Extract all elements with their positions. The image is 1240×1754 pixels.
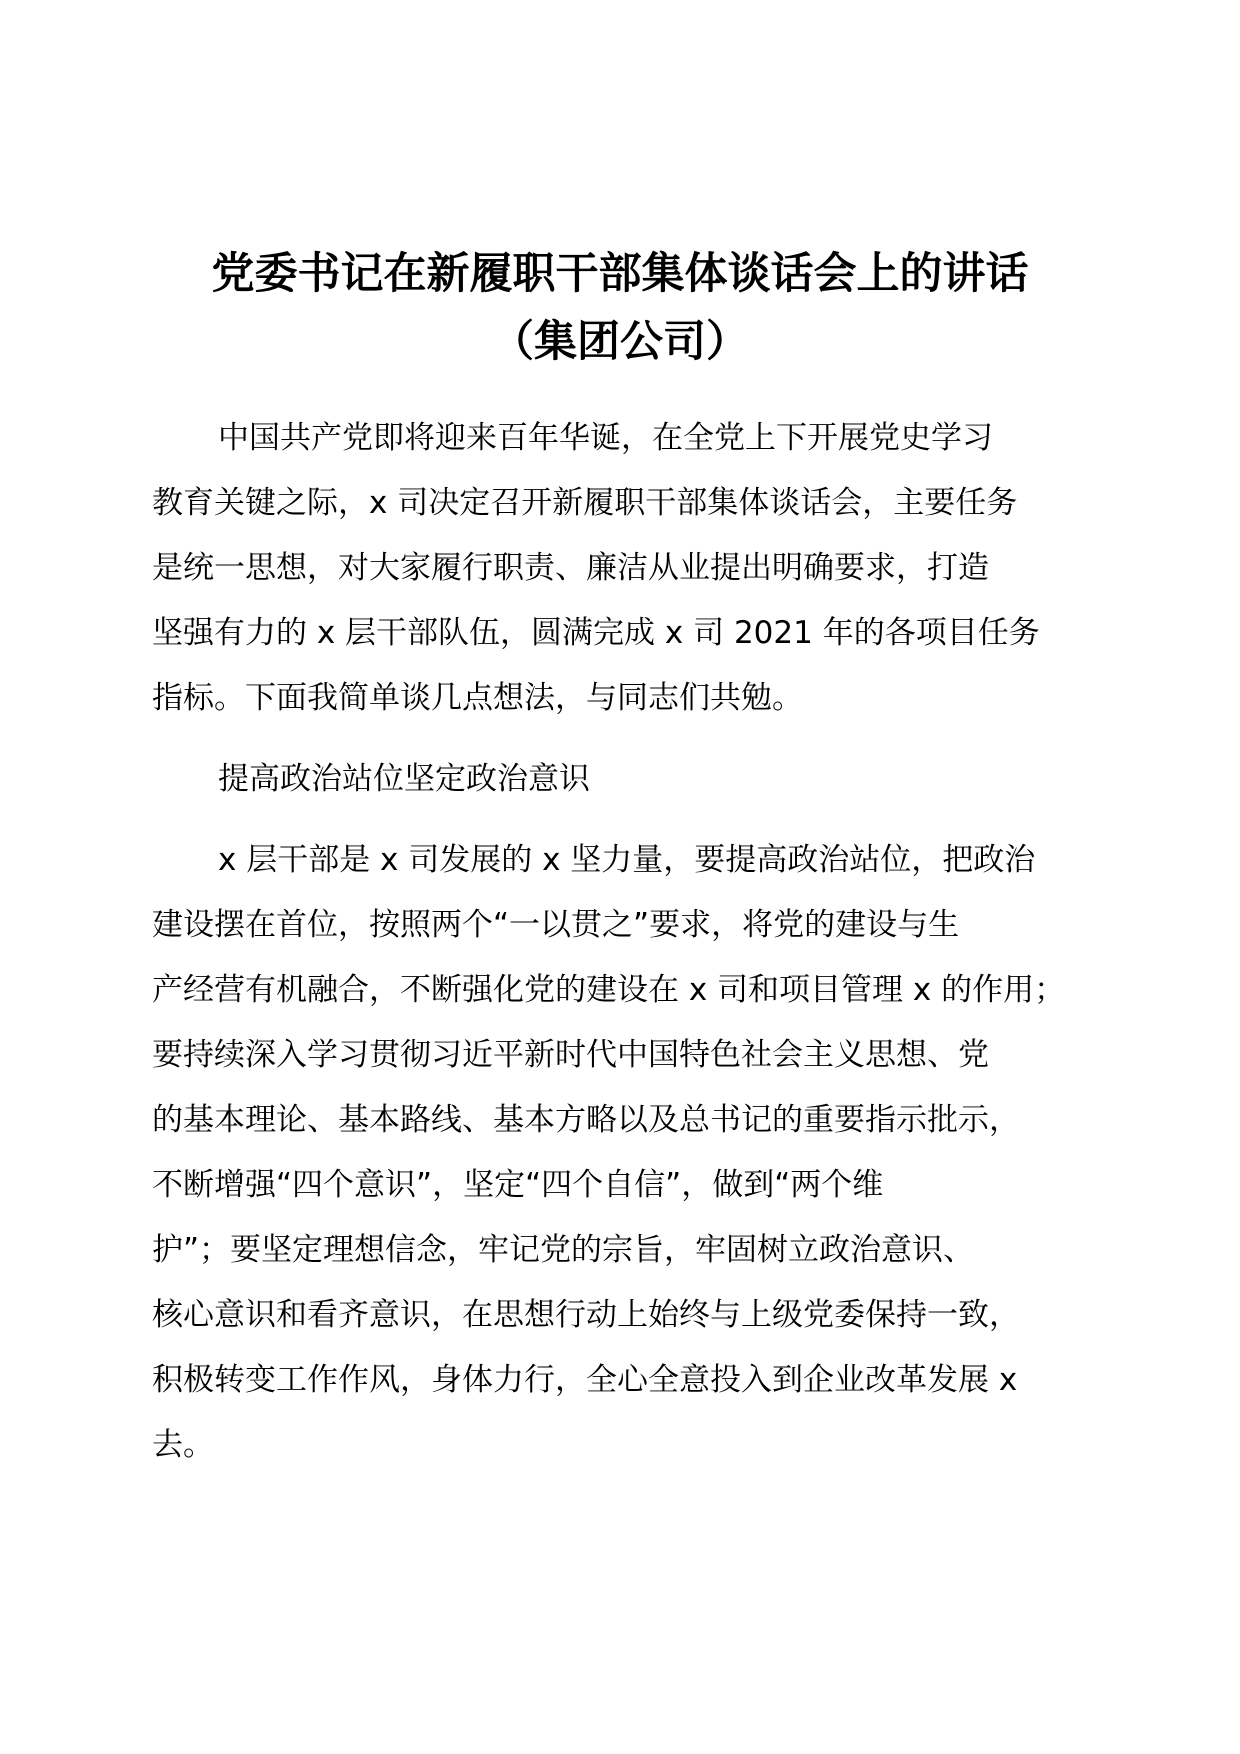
paragraph-political [152, 828, 1122, 1478]
document-body [152, 406, 1122, 1478]
text-line: 不断增强“四个意识”，坚定“四个自信”，做到“两个维 [152, 1167, 884, 1203]
paragraph-gap [152, 812, 1122, 828]
title-line-1: 党委书记在新履职干部集体谈话会上的讲话 [211, 249, 1029, 299]
text-line: 护”；要坚定理想信念，牢记党的宗旨，牢固树立政治意识、 [152, 1232, 975, 1268]
text-line: 去。 [152, 1427, 214, 1463]
text-line: 建设摆在首位，按照两个“一以贯之”要求，将党的建设与生 [152, 907, 960, 943]
document-title [150, 240, 1090, 376]
paragraph-gap [152, 731, 1122, 747]
text-line: 产经营有机融合，不断强化党的建设在 x 司和项目管理 x 的作用； [152, 972, 1066, 1008]
text-line: 的基本理论、基本路线、基本方略以及总书记的重要指示批示， [152, 1102, 1020, 1138]
section-heading-text: 提高政治站位坚定政治意识 [218, 761, 590, 797]
text-line: 是统一思想，对大家履行职责、廉洁从业提出明确要求，打造 [152, 550, 989, 586]
text-line: 积极转变工作作风，身体力行，全心全意投入到企业改革发展 x [152, 1362, 1018, 1398]
title-line-2: （集团公司） [491, 317, 749, 367]
text-line: 教育关键之际，x 司决定召开新履职干部集体谈话会，主要任务 [152, 485, 1018, 521]
section-heading [152, 747, 1122, 812]
text-line: x 层干部是 x 司发展的 x 坚力量，要提高政治站位，把政治 [218, 842, 1036, 878]
text-line: 坚强有力的 x 层干部队伍，圆满完成 x 司 2021 年的各项目任务 [152, 615, 1040, 651]
text-line: 核心意识和看齐意识，在思想行动上始终与上级党委保持一致， [152, 1297, 1020, 1333]
text-line: 指标。下面我简单谈几点想法，与同志们共勉。 [152, 680, 803, 716]
text-line: 要持续深入学习贯彻习近平新时代中国特色社会主义思想、党 [152, 1037, 989, 1073]
paragraph-intro [152, 406, 1122, 731]
text-line: 中国共产党即将迎来百年华诞，在全党上下开展党史学习 [218, 420, 993, 456]
